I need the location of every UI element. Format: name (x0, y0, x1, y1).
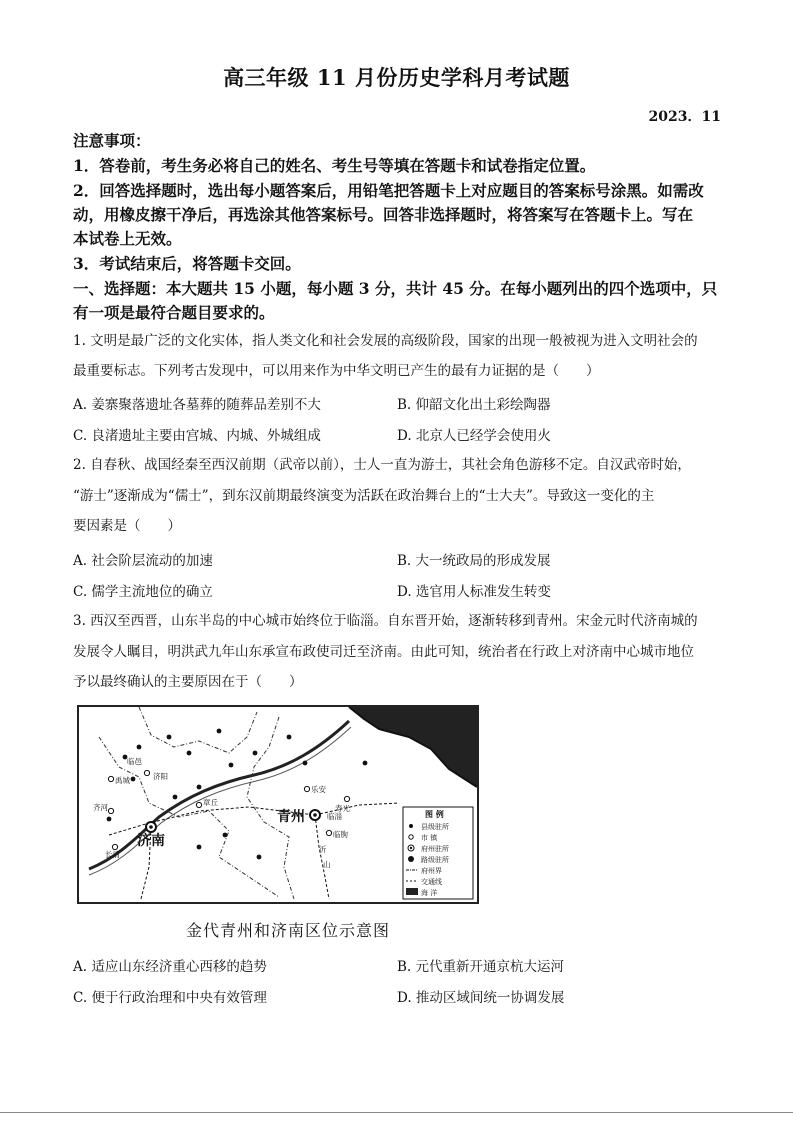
prefecture-seat (149, 825, 153, 829)
question-text: “游士”逐渐成为“儒士”，到东汉前期最终演变为活跃在政治舞台上的“士大夫”。导致这一变化的主 (73, 488, 655, 504)
legend-symbol (408, 856, 414, 862)
section-heading: 一、选择题：本大题共 15 小题，每小题 3 分，共计 45 分。在每小题列出的四个选项中，只 (73, 279, 718, 298)
river-line (89, 721, 349, 869)
section-heading: 有一项是最符合题目要求的。 (73, 303, 275, 322)
county-dot (137, 745, 142, 750)
legend-label: 交通线 (421, 878, 442, 886)
legend-title: 图 例 (425, 809, 444, 819)
option-d[interactable]: D. 选官用人标准发生转变 (397, 584, 551, 600)
option-c[interactable]: C. 良渚遗址主要由宫城、内城、外城组成 (73, 428, 321, 444)
county-dot (197, 845, 202, 850)
map-label: 临朐 (333, 830, 348, 839)
county-dot (131, 777, 136, 782)
notice-heading: 注意事项： (73, 131, 151, 150)
exam-date: 2023．11 (648, 109, 721, 125)
legend-label: 府州界 (421, 867, 442, 875)
notice-item: 2．回答选择题时，选出每小题答案后，用铅笔把答题卡上对应题目的答案标号涂黑。如需改 (73, 181, 704, 200)
county-dot (223, 833, 228, 838)
county-dot (197, 785, 202, 790)
map-label: 临淄 (327, 812, 342, 821)
option-a[interactable]: A. 适应山东经济重心西移的趋势 (73, 959, 267, 975)
legend-label: 市 镇 (421, 834, 438, 842)
map-label: 齐河 (93, 803, 108, 812)
map-label: 沂 (319, 845, 327, 854)
legend-label: 府州驻所 (421, 845, 449, 853)
question-text: 予以最终确认的主要原因在于（ ） (73, 674, 303, 690)
county-dot (229, 763, 234, 768)
map-label: 寿光 (335, 804, 350, 813)
map-drawing (79, 707, 477, 902)
option-a[interactable]: A. 姜寨聚落遗址各墓葬的随葬品差别不大 (73, 397, 321, 413)
county-dot (303, 761, 308, 766)
map-label: 长清 (105, 850, 120, 859)
question-text: 最重要标志。下列考古发现中，可以用来作为中华文明已产生的最有力证据的是（ ） (73, 363, 600, 379)
county-dot (287, 735, 292, 740)
town-circle (304, 786, 309, 791)
town-circle (112, 844, 117, 849)
question-text: 3. 西汉至西晋，山东半岛的中心城市始终位于临淄。自东晋开始，逐渐转移到青州。宋金元时代济南城的 (73, 613, 698, 629)
exam-title: 高三年级 11 月份历史学科月考试题 (223, 65, 570, 90)
road-line (315, 815, 329, 899)
boundary-line (139, 707, 257, 753)
option-d[interactable]: D. 推动区域间统一协调发展 (397, 990, 565, 1006)
map-legend (403, 807, 473, 899)
county-dot (107, 817, 112, 822)
town-circle (326, 830, 331, 835)
city-label-jinan: 济南 (137, 833, 165, 849)
option-a[interactable]: A. 社会阶层流动的加速 (73, 553, 213, 569)
map-label: 禹城 (115, 776, 130, 785)
option-d[interactable]: D. 北京人已经学会使用火 (397, 428, 551, 444)
question-text: 1. 文明是最广泛的文化实体，指人类文化和社会发展的高级阶段，国家的出现一般被视为进入文明社会的 (73, 333, 698, 349)
town-circle (344, 796, 349, 801)
city-label-qingzhou: 青州 (277, 809, 305, 825)
boundary-line (99, 737, 279, 897)
town-circle (196, 802, 201, 807)
map-label: 乐安 (311, 785, 326, 794)
town-circle (108, 776, 113, 781)
question-text: 要因素是（ ） (73, 518, 181, 534)
county-dot (187, 751, 192, 756)
region-map (77, 705, 479, 904)
county-dot (217, 729, 222, 734)
town-circle (108, 808, 113, 813)
county-dot (253, 751, 258, 756)
map-label: 济阳 (153, 772, 168, 781)
question-text: 2. 自春秋、战国经秦至西汉前期（武帝以前），士人一直为游士，其社会角色游移不定。自汉武帝时始， (73, 457, 691, 473)
notice-item: 3．考试结束后，将答题卡交回。 (73, 254, 301, 273)
map-label: 章丘 (203, 798, 218, 807)
notice-item: 1．答卷前，考生务必将自己的姓名、考生号等填在答题卡和试卷指定位置。 (73, 156, 596, 175)
legend-symbol (409, 835, 413, 839)
legend-label: 路级驻所 (421, 856, 449, 864)
map-label: 临邑 (127, 757, 142, 766)
option-b[interactable]: B. 仰韶文化出土彩绘陶器 (397, 397, 551, 413)
town-circle (144, 770, 149, 775)
option-c[interactable]: C. 便于行政治理和中央有效管理 (73, 990, 267, 1006)
map-caption: 金代青州和济南区位示意图 (186, 921, 391, 940)
boundary-line (247, 717, 294, 899)
county-dot (363, 761, 368, 766)
notice-item: 本试卷上无效。 (73, 229, 182, 248)
legend-symbol (406, 888, 418, 895)
option-c[interactable]: C. 儒学主流地位的确立 (73, 584, 213, 600)
map-label: 山 (323, 860, 331, 869)
county-dot (257, 855, 262, 860)
page-bottom-rule (0, 1112, 793, 1113)
legend-symbol (409, 824, 413, 828)
legend-label: 县级驻所 (421, 823, 449, 831)
county-dot (167, 735, 172, 740)
prefecture-seat (313, 813, 317, 817)
notice-item: 动，用橡皮擦干净后，再选涂其他答案标号。回答非选择题时，将答案写在答题卡上。写在 (73, 205, 694, 224)
legend-label: 海 洋 (421, 889, 438, 897)
legend-symbol (410, 847, 412, 849)
option-b[interactable]: B. 大一统政局的形成发展 (397, 553, 551, 569)
option-b[interactable]: B. 元代重新开通京杭大运河 (397, 959, 565, 975)
county-dot (173, 795, 178, 800)
question-text: 发展令人瞩目，明洪武九年山东承宣布政使司迁至济南。由此可知，统治者在行政上对济南中心城市地位 (73, 644, 694, 660)
